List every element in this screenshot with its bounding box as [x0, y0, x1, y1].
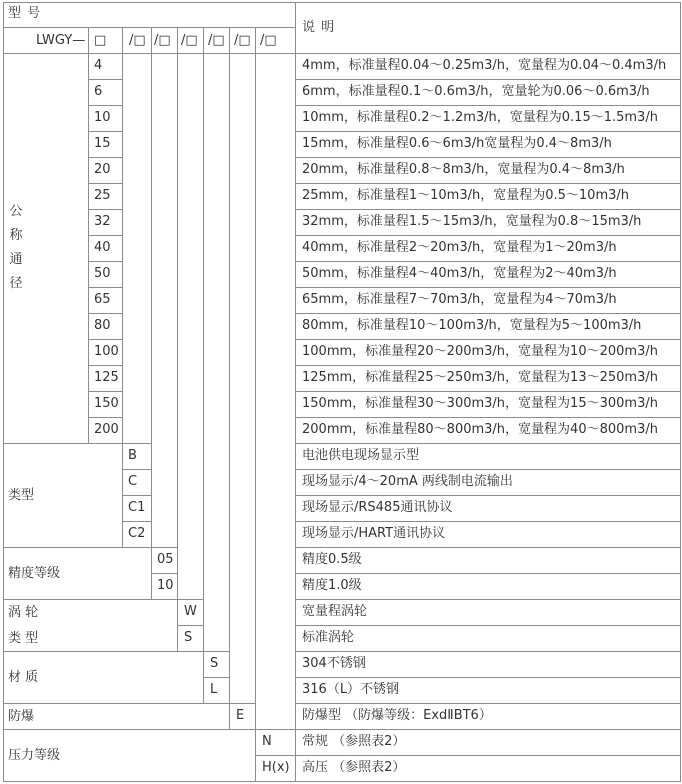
- grid-line-h: [88, 391, 122, 392]
- diameter-row-code: 125: [94, 370, 119, 385]
- diameter-row-code: 6: [94, 84, 103, 99]
- grid-line-h: [88, 131, 122, 132]
- turbine-label-line1: 涡 轮: [8, 605, 39, 620]
- type-row-code: C1: [128, 500, 146, 515]
- grid-line-v: [680, 2, 681, 782]
- diameter-row-description: 65mm，标准量程7～70m3/h，宽量程为4～70m3/h: [302, 292, 617, 307]
- turbine-row-code: W: [184, 604, 197, 619]
- type-label: 类型: [8, 488, 35, 503]
- grid-line-h: [177, 625, 203, 626]
- grid-line-v: [151, 27, 152, 53]
- diameter-row-code: 100: [94, 344, 119, 359]
- explosion-label: 防爆: [8, 709, 35, 724]
- grid-line-h: [295, 573, 680, 574]
- accuracy-row-code: 05: [157, 552, 174, 567]
- diameter-row-description: 100mm，标准量程20～200m3/h，宽量程为10～200m3/h: [302, 344, 658, 359]
- slot-accuracy: /□: [154, 33, 171, 48]
- type-row-description: 现场显示/RS485通讯协议: [302, 500, 453, 515]
- turbine-label-line2: 类 型: [8, 631, 39, 646]
- grid-line-h: [295, 131, 680, 132]
- diameter-row-description: 20mm，标准量程0.8～8m3/h，宽量程为0.4～8m3/h: [302, 162, 625, 177]
- diameter-row-code: 40: [94, 240, 111, 255]
- diameter-row-description: 200mm，标准量程80～800m3/h，宽量程为40～800m3/h: [302, 422, 658, 437]
- grid-line-v: [122, 27, 123, 53]
- diameter-row-description: 50mm，标准量程4～40m3/h，宽量程为2～40m3/h: [302, 266, 617, 281]
- grid-line-h: [122, 469, 151, 470]
- grid-line-h: [88, 235, 122, 236]
- grid-line-v: [203, 27, 204, 53]
- grid-line-h: [88, 313, 122, 314]
- grid-line-v: [122, 443, 123, 547]
- type-row-code: B: [128, 448, 137, 463]
- grid-line-v: [255, 53, 256, 729]
- diameter-row-code: 10: [94, 110, 111, 125]
- grid-line-v: [229, 703, 230, 729]
- diameter-row-code: 150: [94, 396, 119, 411]
- diameter-row-code: 50: [94, 266, 111, 281]
- diameter-row-code: 25: [94, 188, 111, 203]
- grid-line-h: [295, 443, 680, 444]
- diameter-row-description: 125mm，标准量程25～250m3/h，宽量程为13～250m3/h: [302, 370, 658, 385]
- grid-line-v: [229, 27, 230, 53]
- grid-line-h: [295, 677, 680, 678]
- grid-line-v: [255, 729, 256, 781]
- accuracy-label: 精度等级: [8, 566, 61, 581]
- type-row-description: 电池供电现场显示型: [302, 448, 420, 463]
- grid-line-v: [255, 27, 256, 53]
- grid-line-h: [3, 443, 151, 444]
- grid-line-h: [3, 781, 681, 782]
- grid-line-h: [295, 365, 680, 366]
- material-row-code: L: [210, 682, 218, 697]
- grid-line-h: [295, 235, 680, 236]
- turbine-row-code: S: [184, 630, 193, 645]
- grid-line-h: [88, 287, 122, 288]
- grid-line-v: [177, 27, 178, 53]
- grid-line-v: [229, 53, 230, 703]
- grid-line-h: [295, 417, 680, 418]
- grid-line-h: [295, 183, 680, 184]
- material-row-description: 316（L）不锈钢: [302, 682, 400, 697]
- grid-line-h: [295, 495, 680, 496]
- accuracy-row-description: 精度0.5级: [302, 552, 362, 567]
- diameter-row-code: 80: [94, 318, 111, 333]
- grid-line-h: [122, 495, 151, 496]
- grid-line-h: [203, 677, 229, 678]
- grid-line-h: [295, 105, 680, 106]
- diameter-row-code: 15: [94, 136, 111, 151]
- model-header-label: 型 号: [8, 6, 42, 21]
- slot-explosion: /□: [234, 33, 251, 48]
- grid-line-h: [295, 209, 680, 210]
- grid-line-h: [295, 391, 680, 392]
- grid-line-h: [88, 261, 122, 262]
- material-row-description: 304不锈钢: [302, 656, 366, 671]
- grid-line-h: [295, 287, 680, 288]
- slot-material: /□: [208, 33, 225, 48]
- grid-line-h: [3, 53, 680, 54]
- nominal-diameter-label: 公 称 通 径: [9, 204, 23, 291]
- grid-line-h: [295, 625, 680, 626]
- material-label: 材 质: [8, 670, 39, 685]
- grid-line-h: [295, 261, 680, 262]
- turbine-row-description: 标准涡轮: [302, 630, 355, 645]
- grid-line-h: [3, 599, 203, 600]
- diameter-row-code: 200: [94, 422, 119, 437]
- slot-pressure: /□: [260, 33, 277, 48]
- diameter-row-description: 25mm，标准量程1～10m3/h，宽量程为0.5～10m3/h: [302, 188, 630, 203]
- grid-line-h: [295, 547, 680, 548]
- diameter-row-description: 40mm，标准量程2～20m3/h，宽量程为1～20m3/h: [302, 240, 617, 255]
- type-row-code: C2: [128, 526, 146, 541]
- grid-line-h: [88, 157, 122, 158]
- grid-line-h: [295, 157, 680, 158]
- grid-line-h: [88, 365, 122, 366]
- grid-line-h: [295, 521, 680, 522]
- grid-line-v: [88, 53, 89, 443]
- grid-line-v: [203, 53, 204, 651]
- grid-line-h: [3, 729, 680, 730]
- grid-line-h: [295, 469, 680, 470]
- pressure-row-code: H(x): [262, 760, 290, 775]
- diameter-row-description: 6mm，标准量程0.1～0.6m3/h，宽量轮为0.06～0.6m3/h: [302, 84, 650, 99]
- slot-type: /□: [129, 33, 146, 48]
- diameter-row-description: 80mm，标准量程10～100m3/h，宽量程为5～100m3/h: [302, 318, 642, 333]
- grid-line-h: [151, 573, 177, 574]
- model-prefix: LWGY—: [36, 33, 86, 48]
- grid-line-v: [88, 27, 89, 53]
- grid-line-h: [295, 599, 680, 600]
- pressure-row-description: 高压 （参照表2）: [302, 760, 406, 775]
- grid-line-h: [88, 417, 122, 418]
- grid-line-h: [3, 651, 229, 652]
- grid-line-h: [122, 521, 151, 522]
- grid-line-v: [203, 651, 204, 703]
- grid-line-v: [151, 547, 152, 599]
- grid-line-v: [177, 599, 178, 651]
- grid-line-h: [295, 703, 680, 704]
- grid-line-v: [177, 53, 178, 599]
- diameter-row-description: 10mm，标准量程0.2～1.2m3/h，宽量程为0.15～1.5m3/h: [302, 110, 658, 125]
- pressure-label: 压力等级: [8, 748, 61, 763]
- grid-line-h: [3, 703, 255, 704]
- diameter-row-description: 32mm，标准量程1.5～15m3/h，宽量程为0.8～15m3/h: [302, 214, 642, 229]
- grid-line-v: [3, 2, 4, 782]
- grid-line-h: [295, 339, 680, 340]
- grid-line-v: [151, 53, 152, 547]
- slot-turbine: /□: [181, 33, 198, 48]
- diameter-row-description: 15mm，标准量程0.6～6m3/h宽量程为0.4～8m3/h: [302, 136, 612, 151]
- turbine-row-description: 宽量程涡轮: [302, 604, 368, 619]
- grid-line-v: [122, 53, 123, 443]
- pressure-row-description: 常规 （参照表2）: [302, 734, 406, 749]
- diameter-row-description: 4mm，标准量程0.04～0.25m3/h，宽量程为0.04～0.4m3/h: [302, 58, 667, 73]
- diameter-row-code: 65: [94, 292, 111, 307]
- diameter-row-description: 150mm，标准量程30～300m3/h，宽量程为15～300m3/h: [302, 396, 658, 411]
- type-row-code: C: [128, 474, 138, 489]
- slot-diameter: □: [94, 33, 107, 48]
- grid-line-h: [88, 79, 122, 80]
- explosion-row-description: 防爆型 （防爆等级：ExdⅡBT6）: [302, 708, 492, 723]
- grid-line-h: [295, 313, 680, 314]
- diameter-row-code: 20: [94, 162, 111, 177]
- pressure-row-code: N: [262, 734, 272, 749]
- grid-line-h: [295, 79, 680, 80]
- accuracy-row-description: 精度1.0级: [302, 578, 362, 593]
- description-header: 说 明: [302, 20, 336, 35]
- grid-line-h: [295, 651, 680, 652]
- material-row-code: S: [210, 656, 219, 671]
- diameter-row-code: 4: [94, 58, 103, 73]
- grid-line-h: [3, 27, 295, 28]
- grid-line-h: [88, 339, 122, 340]
- accuracy-row-code: 10: [157, 578, 174, 593]
- grid-line-h: [255, 755, 680, 756]
- explosion-row-code: E: [236, 708, 245, 723]
- diameter-row-code: 32: [94, 214, 111, 229]
- grid-line-h: [88, 105, 122, 106]
- grid-line-h: [3, 2, 681, 3]
- type-row-description: 现场显示/HART通讯协议: [302, 526, 446, 541]
- type-row-description: 现场显示/4～20mA 两线制电流输出: [302, 474, 513, 489]
- grid-line-h: [88, 209, 122, 210]
- grid-line-h: [88, 183, 122, 184]
